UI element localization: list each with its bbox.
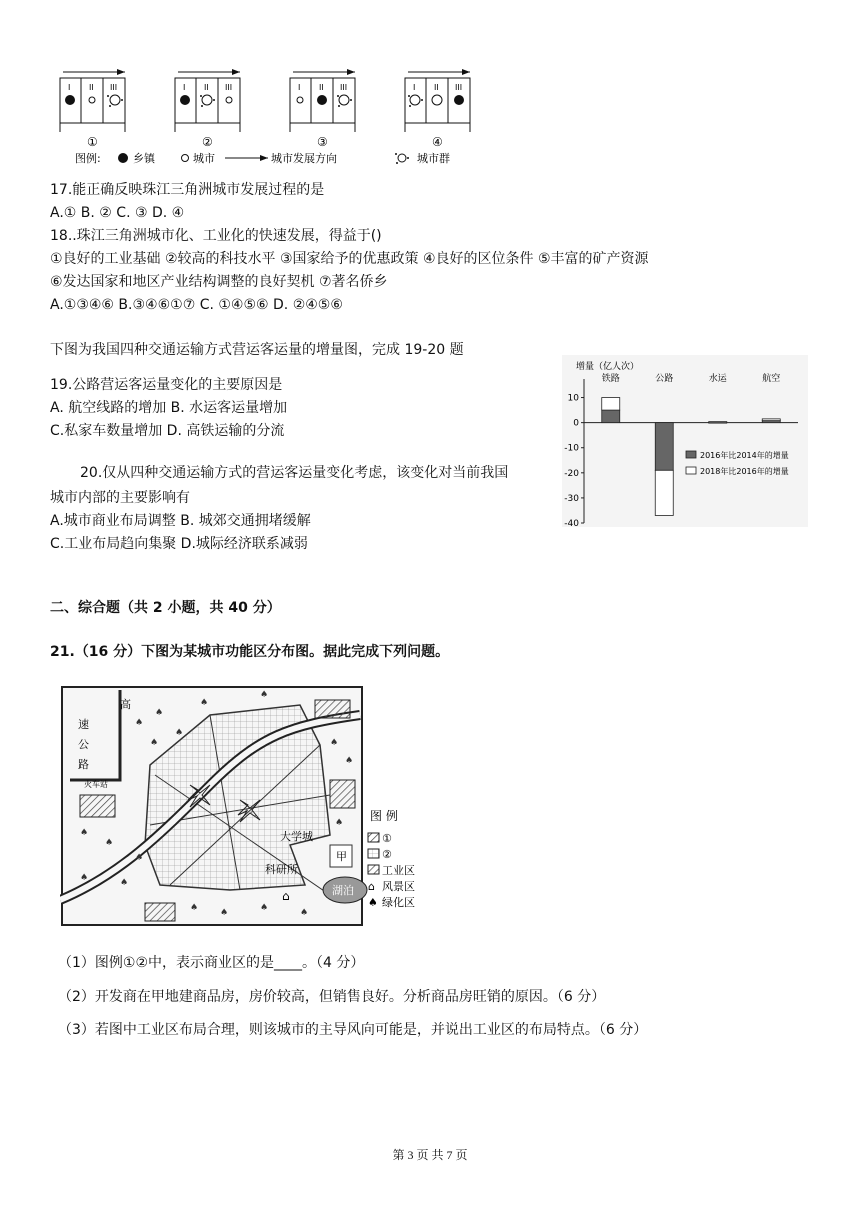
- bar-2: [762, 419, 780, 421]
- q21-stem: 21.（16 分）下图为某城市功能区分布图。据此完成下列问题。: [50, 644, 450, 660]
- svg-text:♠: ♠: [155, 708, 164, 718]
- q18-options: A.①③④⑥ B.③④⑥①⑦ C. ①④⑤⑥ D. ②④⑤⑥: [50, 297, 343, 313]
- legend-label: 2016年比2014年的增量: [700, 451, 789, 460]
- col-label: II: [319, 83, 324, 92]
- q20-stem-1: 20.仅从四种交通运输方式的营运客运量变化考虑，该变化对当前我国: [80, 465, 509, 481]
- highway-char: 速: [78, 718, 89, 731]
- category-label: 铁路: [601, 374, 620, 384]
- q21-sub1: （1）图例①②中，表示商业区的是____。（4 分）: [58, 955, 365, 971]
- panel-3: [290, 72, 355, 149]
- svg-text:♠: ♠: [120, 878, 129, 888]
- svg-text:♠: ♠: [190, 903, 199, 913]
- q18-items-2: ⑥发达国家和地区产业结构调整的良好契机 ⑦著名侨乡: [50, 274, 388, 290]
- map-legend-item: 工业区: [382, 864, 415, 877]
- y-tick-label: -30: [564, 493, 579, 504]
- urban-development-diagram: [55, 60, 475, 165]
- q18-items-1: ①良好的工业基础 ②较高的科技水平 ③国家给予的优惠政策 ④良好的区位条件 ⑤丰富的矿产资源: [50, 251, 649, 267]
- legend-label: 2018年比2016年的增量: [700, 467, 789, 476]
- svg-text:♠: ♠: [80, 828, 89, 838]
- svg-text:♠: ♠: [335, 818, 344, 828]
- svg-text:♠: ♠: [135, 718, 144, 728]
- svg-text:♠: ♠: [150, 738, 159, 748]
- panel-label: ③: [317, 135, 328, 149]
- y-tick-label: 0: [573, 418, 579, 429]
- svg-text:♠: ♠: [260, 903, 269, 913]
- panel-2: [175, 72, 240, 149]
- col-label: III: [340, 83, 348, 92]
- col-label: I: [298, 83, 301, 92]
- svg-text:♠: ♠: [135, 853, 144, 863]
- passenger-volume-chart: [562, 355, 808, 527]
- bar-1: [602, 410, 620, 423]
- svg-text:♠: ♠: [105, 838, 114, 848]
- col-label: I: [68, 83, 71, 92]
- jia-label: 甲: [336, 850, 347, 863]
- legend-swatch: [686, 467, 696, 474]
- q21-sub2: （2）开发商在甲地建商品房，房价较高，但销售良好。分析商品房旺销的原因。（6 分）: [58, 989, 606, 1005]
- map-legend-title: 图 例: [370, 809, 398, 823]
- legend-town: 乡镇: [133, 152, 155, 165]
- q19-options-1: A. 航空线路的增加 B. 水运客运量增加: [50, 400, 288, 416]
- y-tick-label: -20: [564, 468, 579, 479]
- y-tick-label: 10: [567, 393, 579, 404]
- industrial-area: [145, 903, 175, 921]
- legend-cluster: 城市群: [417, 152, 450, 165]
- legend-city: 城市: [193, 152, 215, 165]
- station-label: 火车站: [84, 780, 108, 789]
- bar-2: [602, 398, 620, 411]
- highway-char: 路: [78, 758, 89, 771]
- research-label: 科研所: [265, 863, 298, 876]
- map-legend-item: ①: [382, 832, 392, 845]
- map-legend-item: 风景区: [382, 880, 415, 893]
- scenic-icon: ⌂: [282, 889, 290, 903]
- lake-label: 湖泊: [332, 884, 354, 897]
- panel-4: [405, 72, 470, 149]
- highway-char: 高: [120, 698, 131, 711]
- legend-swatch: [686, 451, 696, 458]
- legend-direction: 城市发展方向: [271, 152, 337, 165]
- university-label: 大学城: [280, 830, 313, 843]
- category-label: 公路: [655, 374, 674, 384]
- category-label: 水运: [708, 374, 727, 384]
- svg-text:♠: ♠: [330, 738, 339, 748]
- svg-text:♠: ♠: [300, 908, 309, 918]
- q21-sub3: （3）若图中工业区布局合理，则该城市的主导风向可能是，并说出工业区的布局特点。（6 分）: [58, 1022, 648, 1038]
- industrial-area: [330, 780, 355, 808]
- map-legend-item: ②: [382, 848, 392, 861]
- y-tick-label: -40: [564, 519, 579, 527]
- col-label: III: [455, 83, 463, 92]
- q18-stem: 18..珠江三角洲城市化、工业化的快速发展，得益于(): [50, 228, 382, 244]
- section-2-title: 二、综合题（共 2 小题，共 40 分）: [50, 600, 281, 616]
- svg-text:♠: ♠: [80, 873, 89, 883]
- map-legend: [368, 808, 415, 909]
- svg-text:♠: ♠: [345, 756, 354, 766]
- industrial-area: [315, 700, 350, 718]
- col-label: I: [413, 83, 416, 92]
- col-label: I: [183, 83, 186, 92]
- q20-options-2: C.工业布局趋向集聚 D.城际经济联系减弱: [50, 536, 308, 552]
- panel-1: [60, 72, 125, 149]
- col-label: II: [204, 83, 209, 92]
- bar-2: [709, 422, 727, 423]
- col-label: III: [110, 83, 118, 92]
- bar-1: [655, 423, 673, 471]
- intro-19-20: 下图为我国四种交通运输方式营运客运量的增量图，完成 19-20 题: [50, 342, 464, 358]
- y-tick-label: -10: [564, 443, 579, 454]
- q17-options: A.① B. ② C. ③ D. ④: [50, 205, 185, 221]
- diagram-legend: [75, 151, 450, 165]
- category-label: 航空: [762, 374, 781, 384]
- map-legend-item: 绿化区: [382, 896, 415, 909]
- col-label: III: [225, 83, 233, 92]
- chart-ylabel: 增量（亿人次）: [576, 362, 640, 372]
- panel-label: ②: [202, 135, 213, 149]
- q17-stem: 17.能正确反映珠江三角洲城市发展过程的是: [50, 182, 325, 198]
- q19-options-2: C.私家车数量增加 D. 高铁运输的分流: [50, 423, 285, 439]
- svg-text:♠: ♠: [260, 690, 269, 700]
- panel-label: ④: [432, 135, 443, 149]
- bar-2: [655, 470, 673, 515]
- page-footer: 第 3 页 共 7 页: [392, 1148, 468, 1162]
- svg-text:♠: ♠: [200, 698, 209, 708]
- scenic-icon: ⌂: [368, 880, 375, 893]
- col-label: II: [89, 83, 94, 92]
- panel-label: ①: [87, 135, 98, 149]
- svg-text:♠: ♠: [220, 908, 229, 918]
- svg-text:♠: ♠: [175, 728, 184, 738]
- q20-options-1: A.城市商业布局调整 B. 城郊交通拥堵缓解: [50, 513, 311, 529]
- q20-stem-2: 城市内部的主要影响有: [50, 490, 190, 506]
- highway-char: 公: [78, 738, 89, 751]
- city-function-map: [60, 685, 435, 930]
- industrial-area: [80, 795, 115, 817]
- q19-stem: 19.公路营运客运量变化的主要原因是: [50, 377, 283, 393]
- tree-icon: ♠: [368, 896, 378, 909]
- col-label: II: [434, 83, 439, 92]
- legend-prefix: 图例:: [75, 152, 101, 165]
